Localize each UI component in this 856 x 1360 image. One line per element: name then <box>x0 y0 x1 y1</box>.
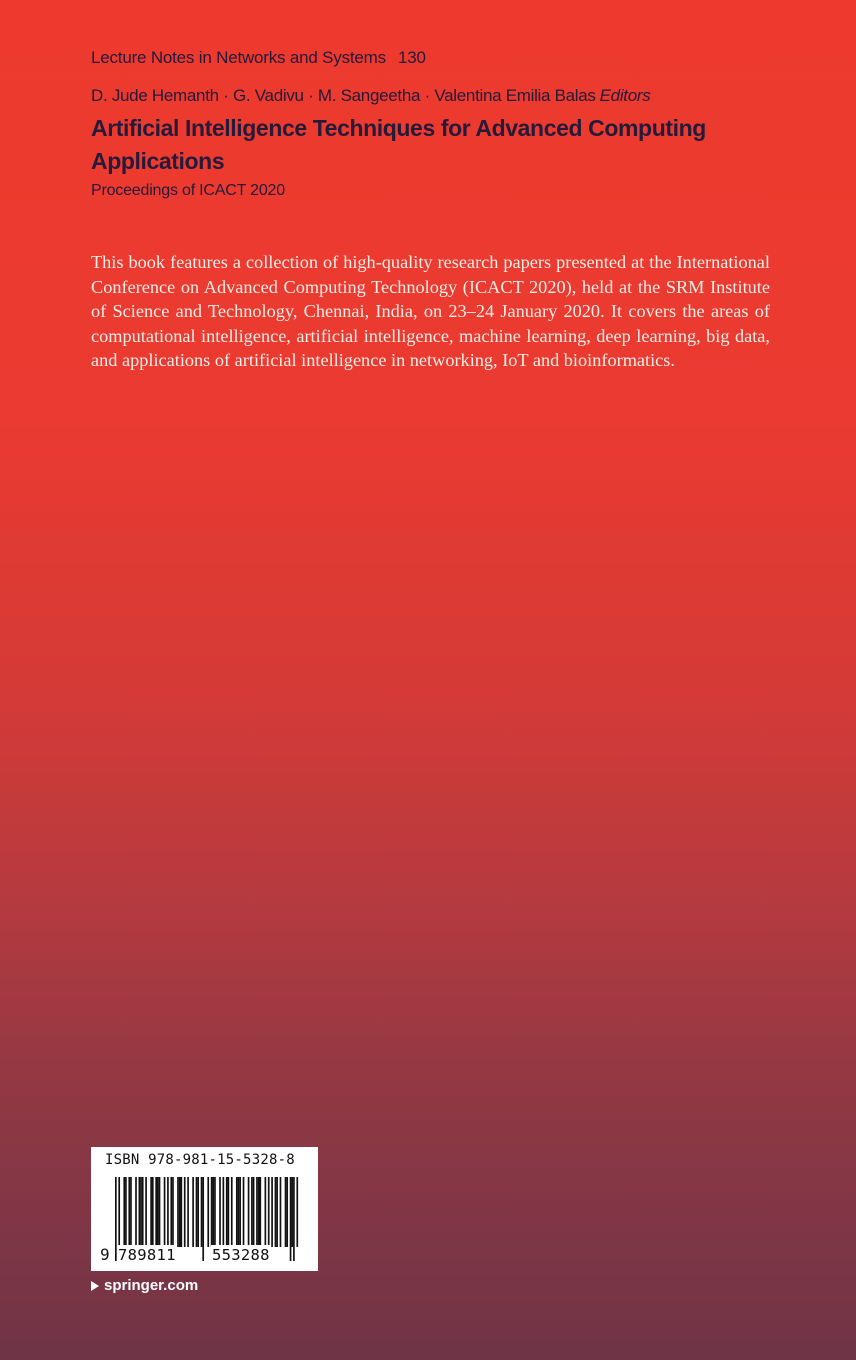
barcode-digit-lead: 9 <box>100 1245 110 1264</box>
series-volume: 130 <box>397 48 426 67</box>
barcode-digits-right: 553288 <box>212 1246 270 1264</box>
isbn-barcode <box>91 1147 318 1271</box>
isbn-label: ISBN 978-981-15-5328-8 <box>105 1152 295 1168</box>
barcode-digits-left: 789811 <box>118 1246 176 1264</box>
book-description: This book features a collection of high-quality research papers presented at the International Conference on Advanced Computing Technology (ICACT 2020), held at the SRM Institute of Science and Technology, Chennai, India, on 23–24 January 2020. It covers the areas of computational intelligence, artificial intelligence, machine learning, deep learning, big data, and applications of artificial intelligence in networking, IoT and bioinformatics. <box>91 252 770 371</box>
triangle-arrow-icon <box>91 1281 99 1291</box>
book-subtitle: Proceedings of ICACT 2020 <box>91 182 285 199</box>
editors-line <box>91 86 650 106</box>
editors-role: Editors <box>599 86 651 105</box>
publisher-url: springer.com <box>104 1277 199 1294</box>
series-line <box>91 48 426 68</box>
editor-names: D. Jude Hemanth · G. Vadivu · M. Sangeetha · Valentina Emilia Balas <box>91 86 596 105</box>
publisher-link[interactable] <box>91 1277 198 1294</box>
series-name: Lecture Notes in Networks and Systems <box>91 48 386 67</box>
book-title: Artificial Intelligence Techniques for Advanced Computing Applications <box>91 115 706 174</box>
